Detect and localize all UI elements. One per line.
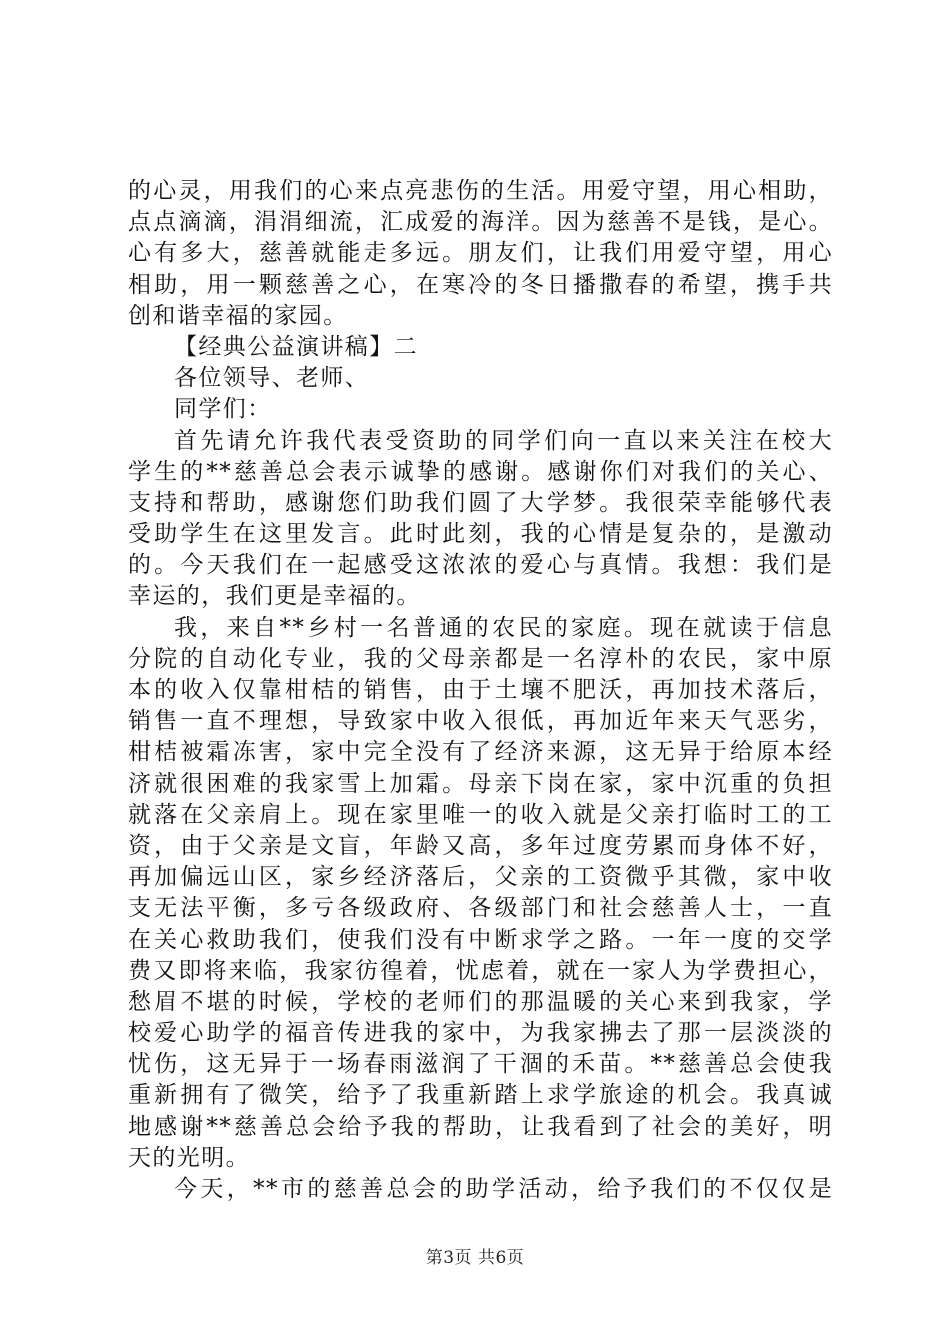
text-line: 创和谐幸福的家园。 <box>128 302 348 329</box>
text-line: 再加偏远山区，家乡经济落后，父亲的工资微乎其微，家中收 <box>128 864 833 891</box>
text-line: 今天，**市的慈善总会的助学活动，给予我们的不仅仅是 <box>174 1176 833 1202</box>
text-line: 首先请允许我代表受资助的同学们向一直以来关注在校大 <box>174 427 833 454</box>
text-line: 的心灵，用我们的心来点亮悲伤的生活。用爱守望，用心相助， <box>128 178 833 204</box>
text-line: 在关心救助我们，使我们没有中断求学之路。一年一度的交学 <box>128 926 833 953</box>
text-line: 相助，用一颗慈善之心，在寒冷的冬日播撒春的希望，携手共 <box>128 271 833 298</box>
page-footer: 第3页 共6页 <box>425 1248 525 1268</box>
text-line: 幸运的，我们更是幸福的。 <box>128 583 421 610</box>
text-line: 销售一直不理想，导致家中收入很低，再加近年来天气恶劣， <box>128 708 833 735</box>
text-line: 本的收入仅靠柑桔的销售，由于土壤不肥沃，再加技术落后， <box>128 677 833 703</box>
text-line: 分院的自动化专业，我的父母亲都是一名淳朴的农民，家中原 <box>128 645 833 672</box>
text-line: 心有多大，慈善就能走多远。朋友们，让我们用爱守望，用心 <box>128 240 833 267</box>
text-line: 的。今天我们在一起感受这浓浓的爱心与真情。我想：我们是 <box>128 552 833 579</box>
text-line: 我，来自**乡村一名普通的农民的家庭。现在就读于信息 <box>174 614 833 641</box>
text-line: 支无法平衡，多亏各级政府、各级部门和社会慈善人士，一直 <box>128 895 833 922</box>
text-line: 就落在父亲肩上。现在家里唯一的收入就是父亲打临时工的工 <box>128 801 833 828</box>
text-line: 【经典公益演讲稿】二 <box>174 333 418 360</box>
text-line: 支持和帮助，感谢您们助我们圆了大学梦。我很荣幸能够代表 <box>128 489 833 516</box>
document-body <box>128 176 833 1205</box>
text-line: 点点滴滴，涓涓细流，汇成爱的海洋。因为慈善不是钱，是心。 <box>128 209 833 236</box>
text-line: 资，由于父亲是文盲，年龄又高，多年过度劳累而身体不好， <box>128 832 833 859</box>
text-line: 天的光明。 <box>128 1144 250 1171</box>
text-line: 济就很困难的我家雪上加霜。母亲下岗在家，家中沉重的负担 <box>128 770 833 797</box>
text-line: 同学们： <box>174 396 272 423</box>
text-line: 学生的**慈善总会表示诚挚的感谢。感谢你们对我们的关心、 <box>128 458 833 485</box>
text-line: 愁眉不堪的时候，学校的老师们的那温暖的关心来到我家，学 <box>128 988 833 1015</box>
text-line: 费又即将来临，我家彷徨着，忧虑着，就在一家人为学费担心， <box>128 957 833 984</box>
text-line: 受助学生在这里发言。此时此刻，我的心情是复杂的，是激动 <box>128 521 833 548</box>
text-line: 各位领导、老师、 <box>174 365 370 392</box>
text-line: 柑桔被霜冻害，家中完全没有了经济来源，这无异于给原本经 <box>128 739 833 766</box>
text-line: 忧伤，这无异于一场春雨滋润了干涸的禾苗。**慈善总会使我 <box>128 1051 833 1078</box>
text-line: 地感谢**慈善总会给予我的帮助，让我看到了社会的美好，明 <box>128 1113 833 1140</box>
text-line: 重新拥有了微笑，给予了我重新踏上求学旅途的机会。我真诚 <box>128 1082 833 1109</box>
text-line: 校爱心助学的福音传进我的家中，为我家拂去了那一层淡淡的 <box>128 1020 833 1047</box>
